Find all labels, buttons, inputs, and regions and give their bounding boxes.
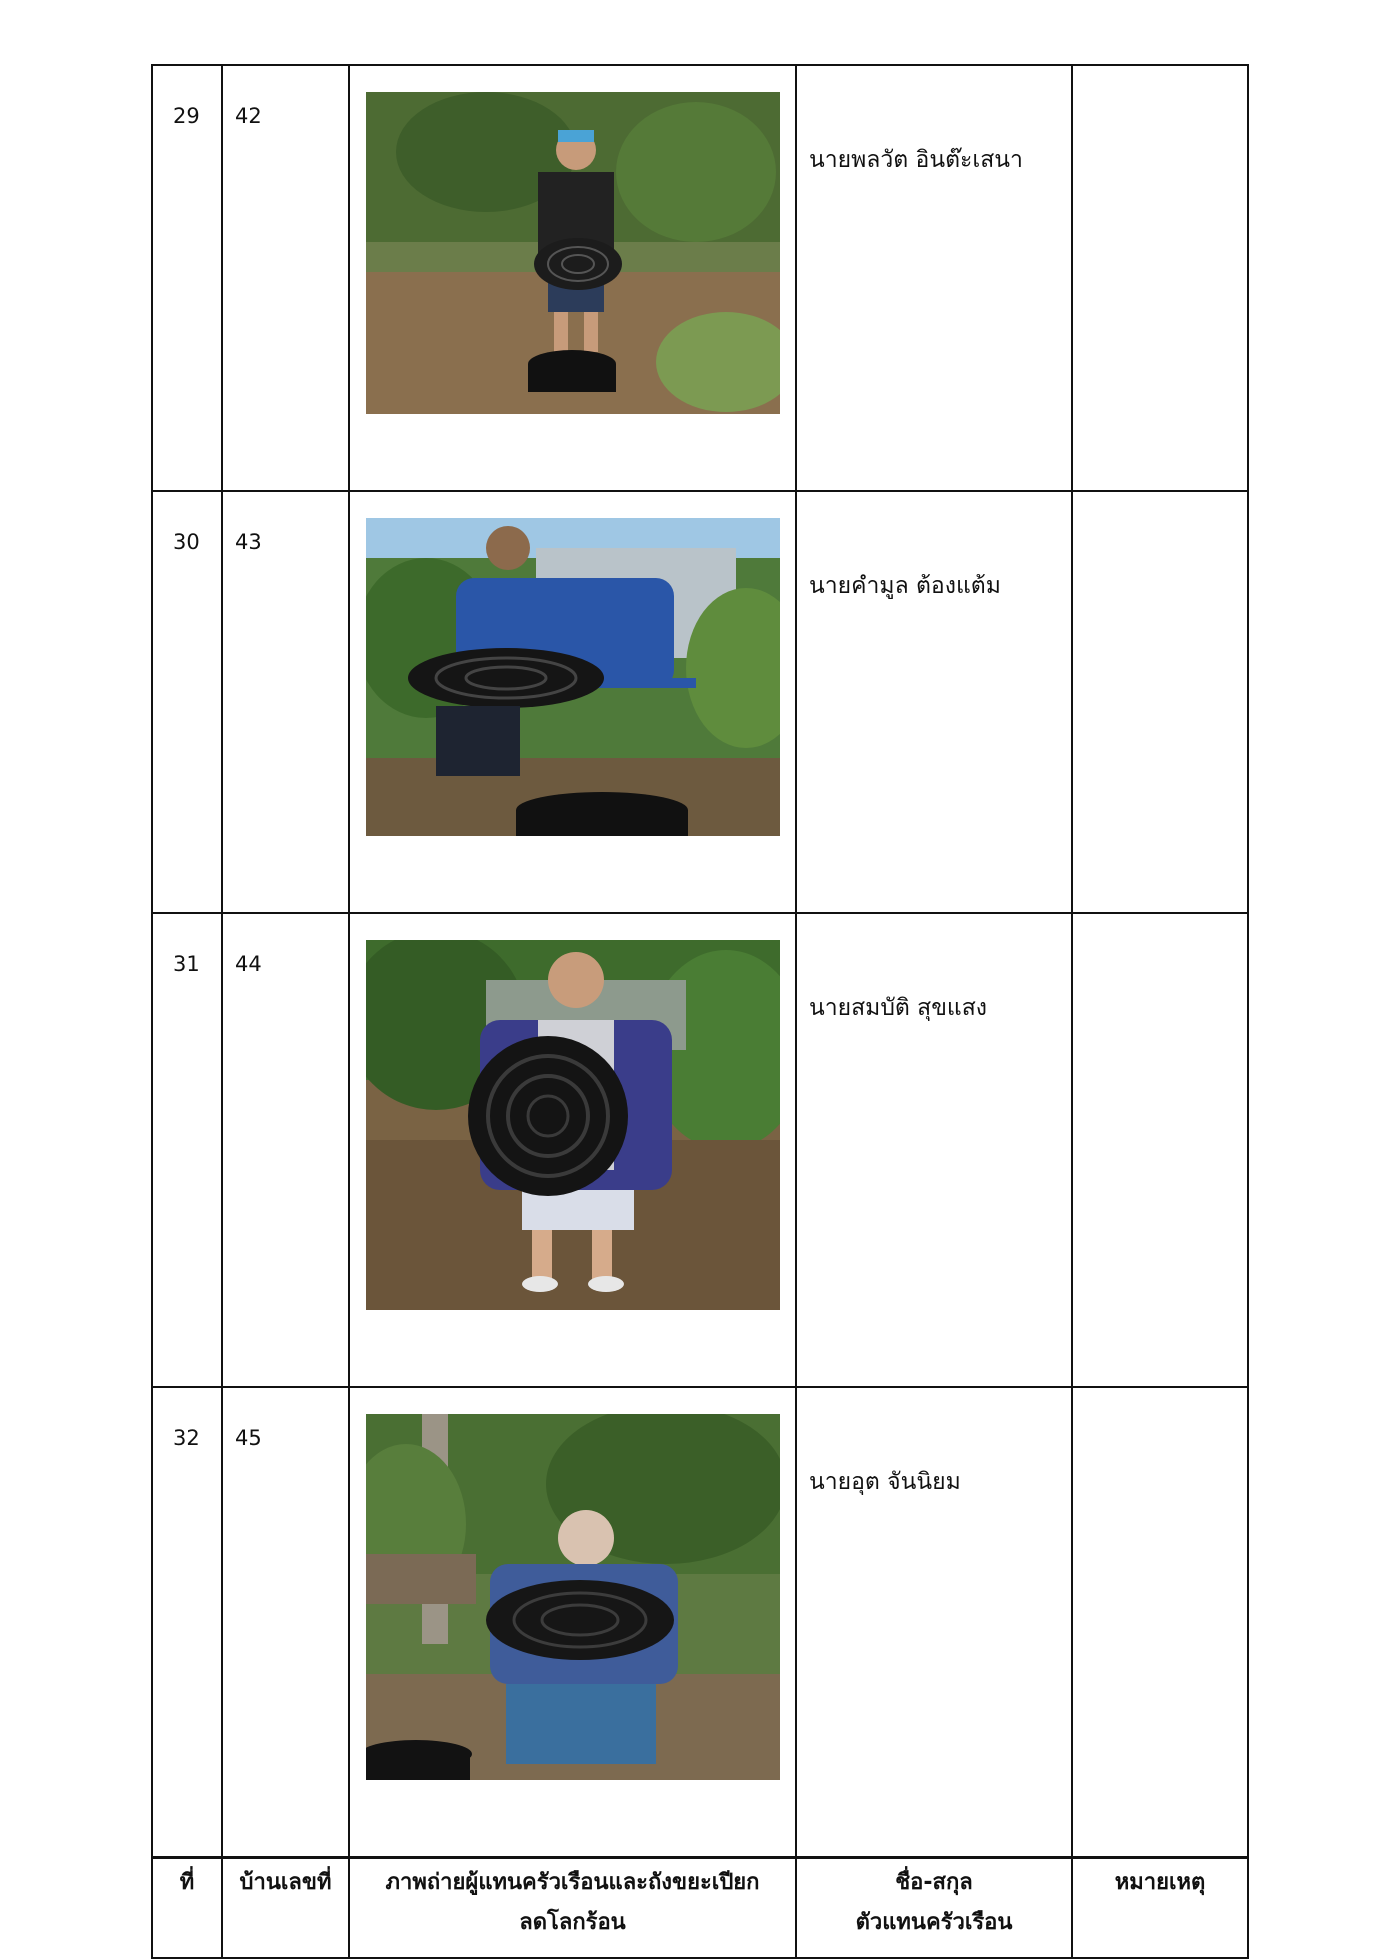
header-photo-line2: ลดโลกร้อน (519, 1910, 626, 1935)
photo-cell (349, 65, 796, 491)
header-photo (349, 1858, 796, 1959)
household-table (151, 64, 1249, 1959)
row-number: 32 (152, 1387, 222, 1858)
representative-name: นายสมบัติ สุขแสง (796, 913, 1072, 1387)
house-number: 45 (222, 1387, 349, 1858)
table-row (152, 1387, 1248, 1858)
photo-cell (349, 1387, 796, 1858)
header-name-line1: ชื่อ-สกุล (895, 1870, 973, 1895)
house-number: 42 (222, 65, 349, 491)
household-photo (366, 940, 780, 1310)
row-number: 30 (152, 491, 222, 913)
header-name-line2: ตัวแทนครัวเรือน (855, 1910, 1013, 1935)
representative-name: นายพลวัต อินต๊ะเสนา (796, 65, 1072, 491)
household-photo (366, 92, 780, 414)
table-row (152, 913, 1248, 1387)
header-name (796, 1858, 1072, 1959)
header-note: หมายเหตุ (1072, 1858, 1248, 1959)
note-cell (1072, 1387, 1248, 1858)
row-number: 31 (152, 913, 222, 1387)
house-number: 43 (222, 491, 349, 913)
representative-name: นายอุต จันนิยม (796, 1387, 1072, 1858)
house-number: 44 (222, 913, 349, 1387)
header-photo-line1: ภาพถ่ายผู้แทนครัวเรือนและถังขยะเปียก (385, 1870, 760, 1895)
table-row (152, 491, 1248, 913)
photo-cell (349, 491, 796, 913)
table-row (152, 65, 1248, 491)
photo-cell (349, 913, 796, 1387)
header-no: ที่ (152, 1858, 222, 1959)
note-cell (1072, 65, 1248, 491)
row-number: 29 (152, 65, 222, 491)
household-photo (366, 1414, 780, 1780)
table-header-row (152, 1858, 1248, 1959)
note-cell (1072, 913, 1248, 1387)
note-cell (1072, 491, 1248, 913)
header-house-no: บ้านเลขที่ (222, 1858, 349, 1959)
representative-name: นายคำมูล ต้องแต้ม (796, 491, 1072, 913)
household-photo (366, 518, 780, 836)
